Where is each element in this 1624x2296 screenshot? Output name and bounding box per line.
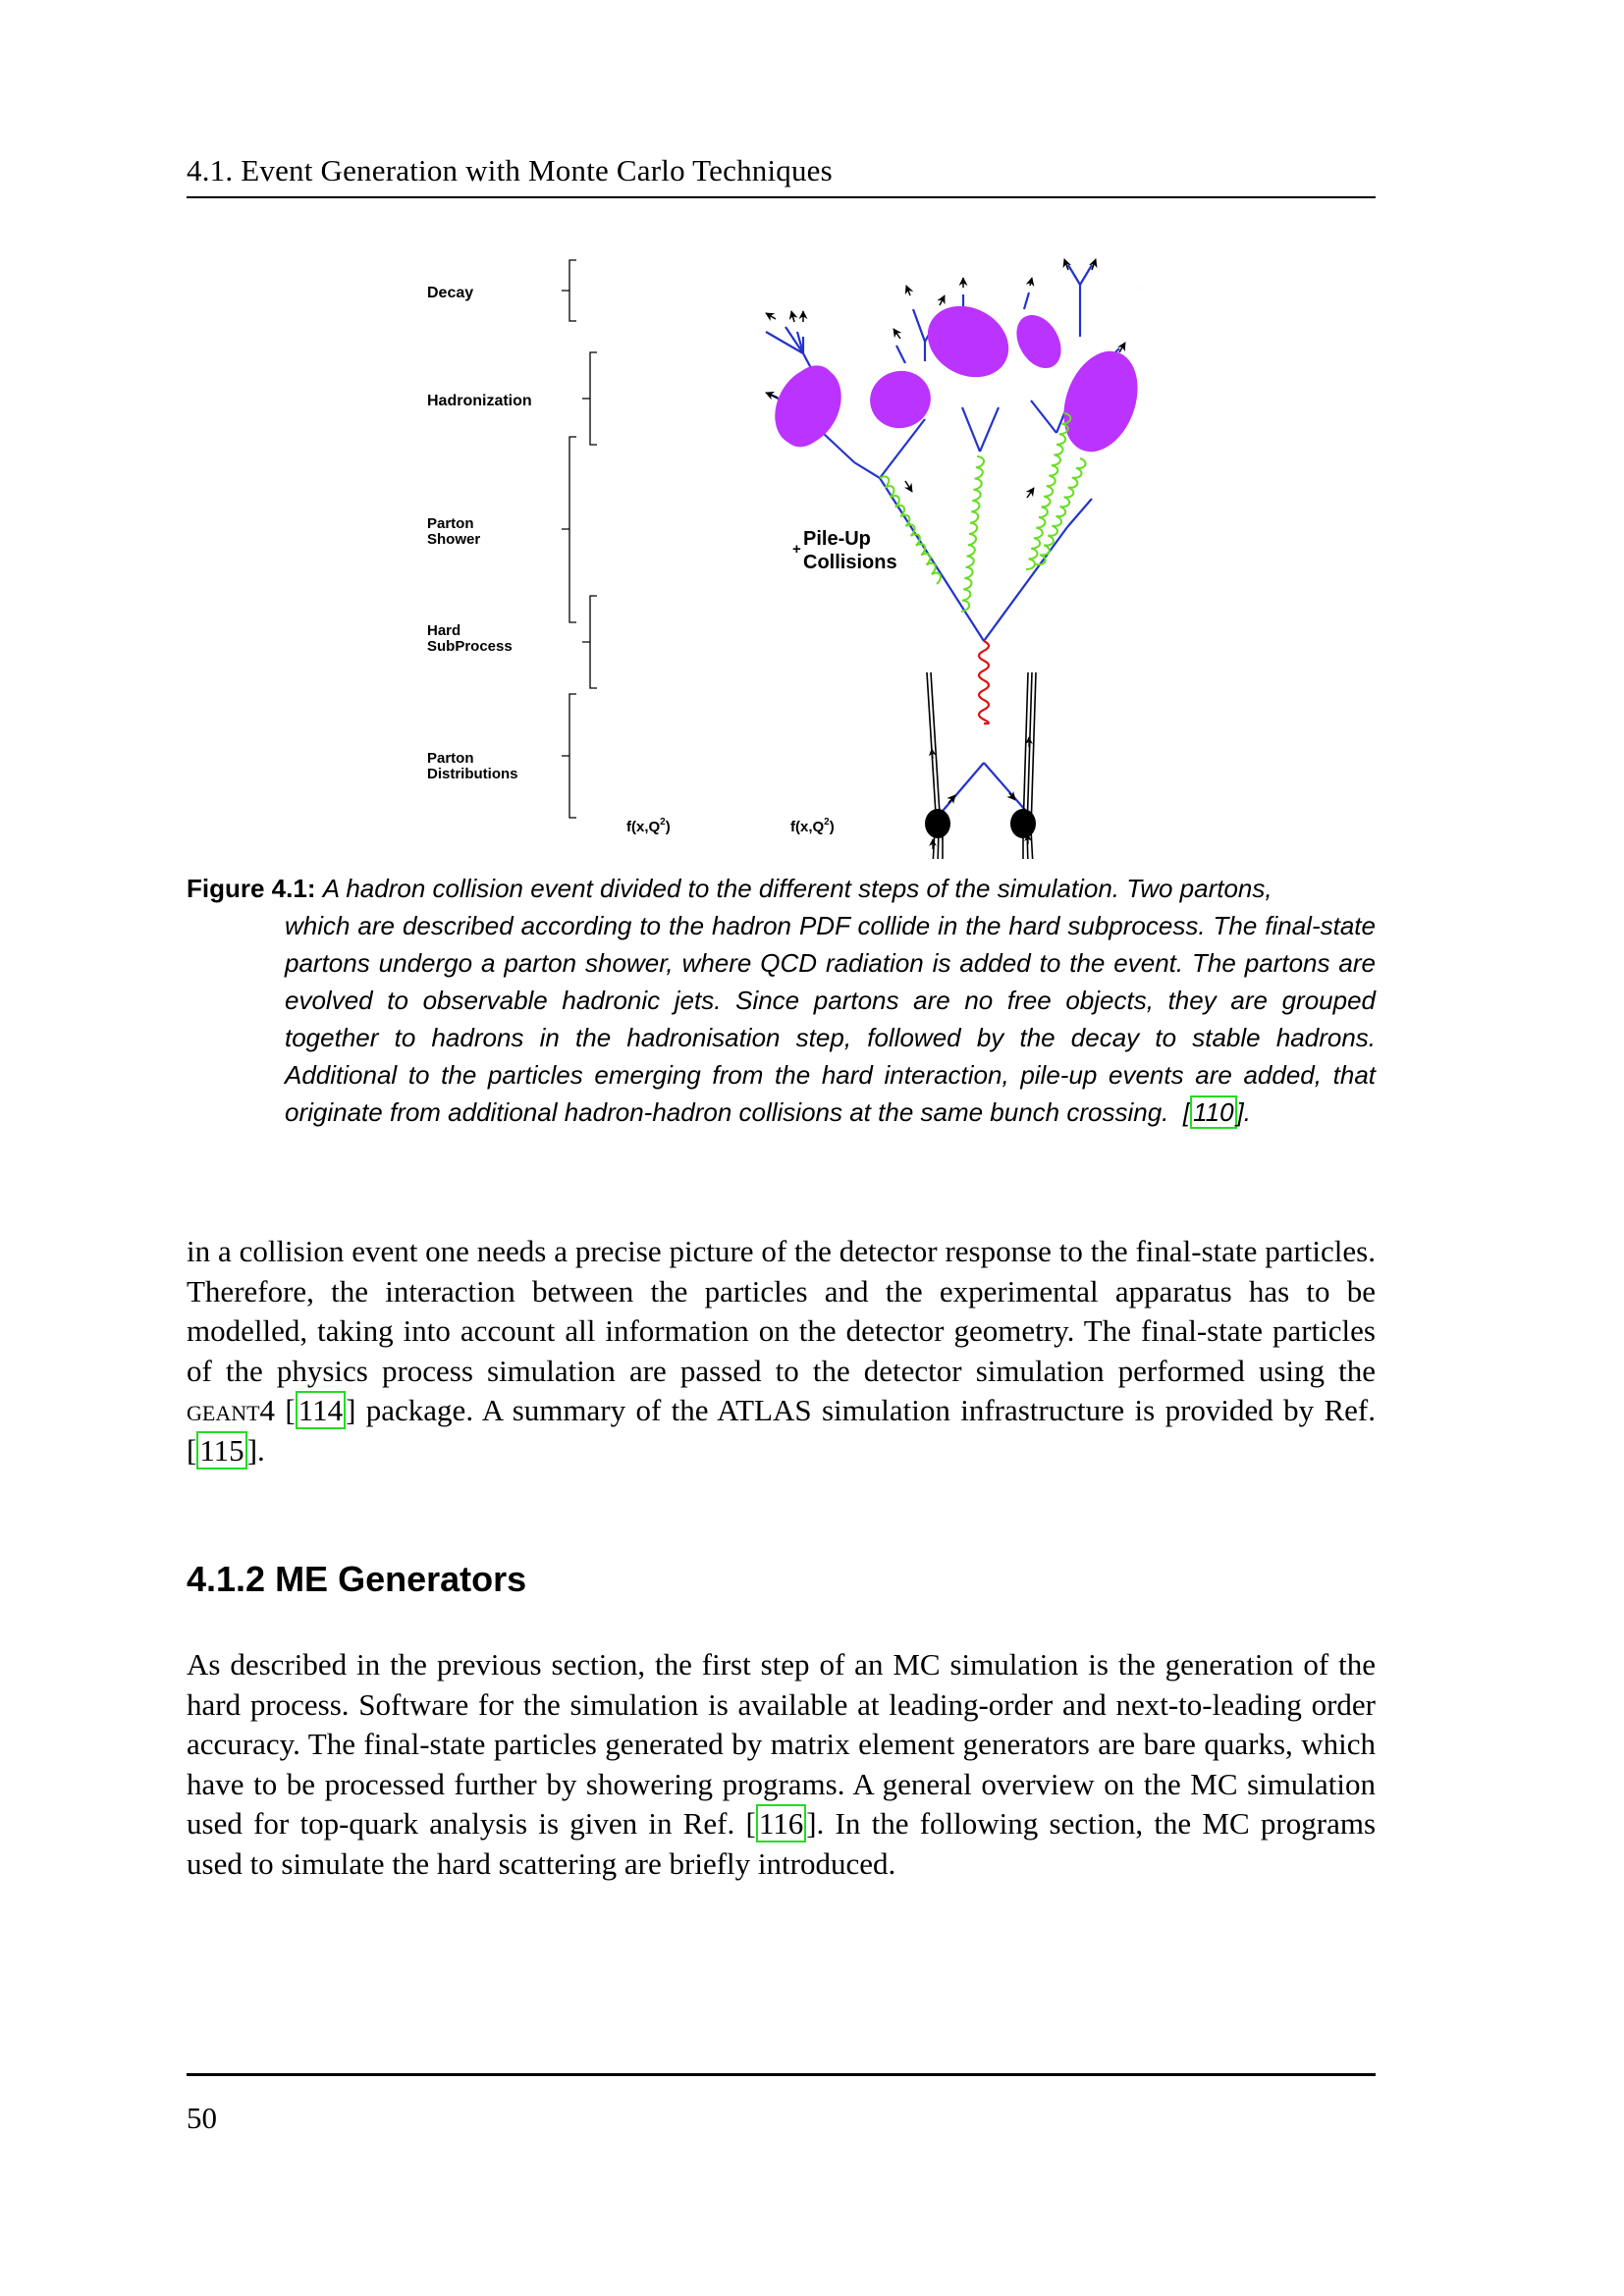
stage-brackets <box>562 260 597 818</box>
hadron-blob-3 <box>915 293 1021 391</box>
label-hadronization: Hadronization <box>427 393 532 409</box>
label-hard-2: SubProcess <box>427 638 513 655</box>
page-number: 50 <box>187 2101 217 2135</box>
body-paragraph-2: As described in the previous section, the first step of an MC simulation is the generation of the hard process. Software for the simulation is available at leading-order and next-to-leading order accuracy. The final-state particles generated by matrix element generators are bare quarks, which have to be processed further by showering programs. A general overview on the MC simulation used for top-quark analysis is given in Ref. [116]. In the following section, the MC programs used to simulate the hard scattering are briefly introduced. <box>187 1647 1377 1881</box>
figure-hadron-collision <box>412 250 1139 859</box>
caption-text: which are described according to the hadron PDF collide in the hard subprocess. The final-state partons undergo a parton shower, where QCD radiation is added to the event. The partons are evolved to observable hadronic jets. Since partons are no free objects, they are grouped together to hadrons in the hadronisation step, followed by the decay to stable hadrons. Additional to the particles emerging from the hard interaction, pile-up events are added, that originate from additional hadron-hadron collisions at the same bunch crossing. <box>285 911 1376 1127</box>
bracket-pdf <box>562 694 576 818</box>
hadron-blob-2 <box>864 364 938 435</box>
pdf-label-right: $f(x,Q^2)$ <box>790 817 835 835</box>
gluon-line-2 <box>961 456 984 612</box>
gluon-line-4 <box>1036 458 1086 564</box>
body-paragraph-1: in a collision event one needs a precise picture of the detector response to the final-state particles. Therefore, the interaction between the particles and the experimental apparatus has to be modelled, taking into account all information on the detector geometry. The final-state particles of the physics process simulation are passed to the detector simulation performed using the geant4 [114] package. A summary of the ATLAS simulation infrastructure is provided by Ref. [115]. <box>187 1234 1376 1468</box>
label-parton-shower-1: Parton <box>427 515 474 532</box>
hadron-blob-5 <box>1051 341 1139 462</box>
incoming-quark-right <box>984 763 1025 810</box>
citation-link-115[interactable]: 115 <box>196 1431 246 1469</box>
label-decay: Decay <box>427 285 474 301</box>
bracket-parton-shower <box>562 437 576 622</box>
figure-caption: Figure 4.1: A hadron collision event divided to the different steps of the simulation. Two partons, which are described according to the hadron PDF collide in the hard subprocess. The final-state partons undergo a parton shower, where QCD radiation is added to the event. The partons are evolved to observable hadronic jets. Since partons are no free objects, they are grouped together to hadrons in the hadronisation step, followed by the decay to stable hadrons. Additional to the particles emerging from the hard interaction, pile-up events are added, that originate from additional hadron-hadron collisions at the same bunch crossing. [ 110 ]. <box>187 874 1376 1127</box>
bracket-hard <box>582 596 597 688</box>
pdf-blob-left <box>925 809 950 838</box>
label-parton-shower-2: Shower <box>427 531 481 548</box>
figure-diagram <box>412 250 1139 859</box>
caption-first-line: A hadron collision event divided to the different steps of the simulation. Two partons, <box>322 874 1272 903</box>
footer-rule <box>187 2073 1376 2076</box>
label-pdf-1: Parton <box>427 750 474 767</box>
bracket-decay <box>562 260 576 321</box>
pileup-label-2: Collisions <box>803 552 897 573</box>
boson-line <box>979 641 989 723</box>
citation-link-110[interactable]: 110 <box>1190 1095 1236 1129</box>
pdf-label-left: $f(x,Q^2)$ <box>626 817 671 835</box>
header-rule <box>187 196 1376 198</box>
hadron-blob-4 <box>1007 307 1070 376</box>
pileup-label-1: Pile-Up <box>803 528 871 550</box>
section-heading: 4.1.2 ME Generators <box>187 1559 527 1599</box>
pileup-plus: + <box>792 541 801 558</box>
running-header: 4.1. Event Generation with Monte Carlo Techniques <box>187 153 833 187</box>
hadron-blob-1 <box>762 355 854 456</box>
label-hard-1: Hard <box>427 622 461 639</box>
geant-name: geant <box>187 1393 260 1427</box>
label-pdf-2: Distributions <box>427 766 518 782</box>
pdf-blob-right <box>1010 809 1036 838</box>
incoming-quark-left <box>938 763 984 817</box>
caption-label: Figure 4.1: <box>187 874 316 903</box>
citation-link-114[interactable]: 114 <box>296 1391 346 1429</box>
citation-link-116[interactable]: 116 <box>756 1804 806 1842</box>
bracket-hadronization <box>582 352 597 445</box>
